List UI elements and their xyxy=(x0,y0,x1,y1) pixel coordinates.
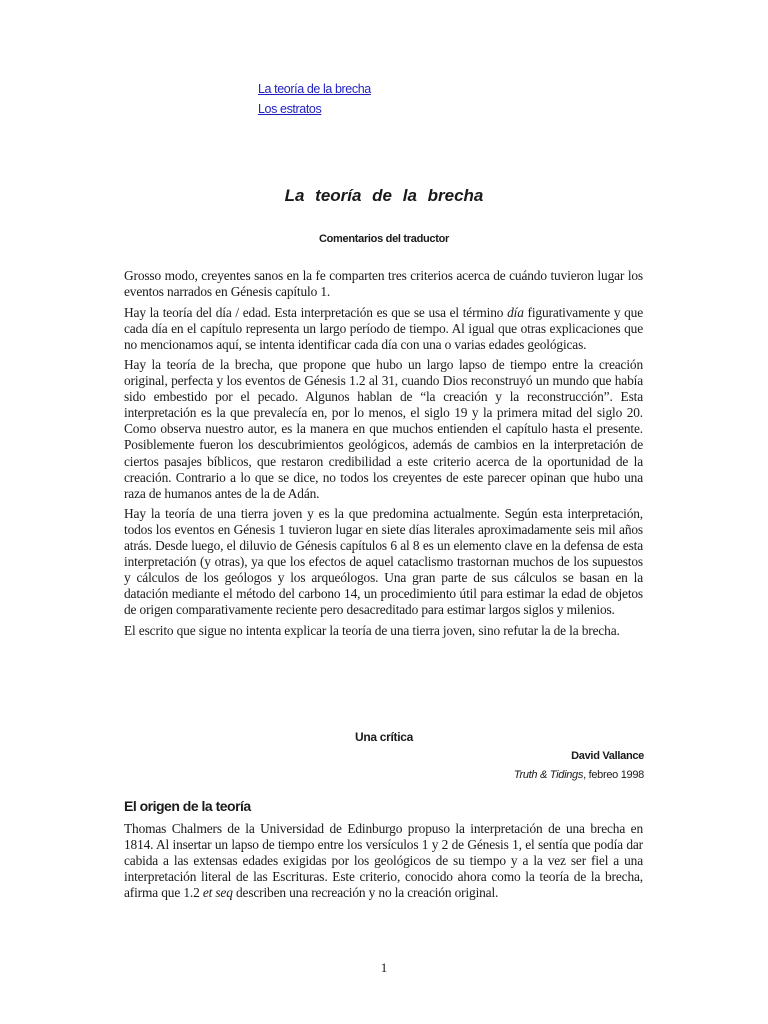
paragraph: Grosso modo, creyentes sanos en la fe comparten tres criterios acerca de cuándo tuvieron lugar los eventos narrados en Génesis capítulo 1. xyxy=(124,268,643,300)
document-subtitle: Comentarios del traductor xyxy=(318,233,450,245)
document-title: La teoría de la brecha xyxy=(284,186,484,205)
paragraph: Hay la teoría de la brecha, que propone que hubo un largo lapso de tiempo entre la creación original, perfecta y los eventos de Génesis 1.2 al 31, cuando Dios reconstruyó un mundo que había sido embestido por el pecado. Algunos hablan de “la creación y la reconstrucción”. Esta interpretación es la que prevalecía en, por lo menos, el siglo 19 y la primera mitad del siglo 20. Como observa nuestro autor, es la manera en que muchos entienden el capítulo hasta el presente. Posiblemente fueron los descubrimientos geológicos, además de cambios en la interpretación de ciertos pasajes bíblicos, que restaron credibilidad a este criterio acerca de la oportunidad de la creación. Contrario a lo que se dice, no todos los creyentes de este parecer opinan que hubo una raza de humanos antes de la de Adán. xyxy=(124,357,643,501)
table-of-contents xyxy=(258,79,371,119)
paragraph-text: describen una recreación y no la creación original. xyxy=(232,885,499,901)
origin-section xyxy=(124,821,643,901)
paragraph xyxy=(124,305,643,353)
emphasis-text: día xyxy=(507,304,524,320)
paragraph: El escrito que sigue no intenta explicar la teoría de una tierra joven, sino refutar la de la brecha. xyxy=(124,622,620,638)
source-citation xyxy=(514,769,644,781)
translator-comments xyxy=(124,268,643,644)
paragraph xyxy=(124,821,643,901)
section-heading: El origen de la teoría xyxy=(124,798,251,814)
paragraph-text: figurativamente y que cada día en el capítulo representa un largo período de tiempo. Al igual que otras explicaciones que no mencionamos aquí, se intenta identificar cada día con una o varias edades geológicas. xyxy=(124,304,644,352)
toc-link-teoria-brecha[interactable]: La teoría de la brecha xyxy=(258,82,371,96)
source-publication: Truth & Tidings xyxy=(513,769,584,781)
author-name: David Vallance xyxy=(571,750,644,762)
paragraph: Hay la teoría de una tierra joven y es la que predomina actualmente. Según esta interpretación, todos los eventos en Génesis 1 tuvieron lugar en siete días literales aproximadamente seis mil años atrás. Desde luego, el diluvio de Génesis capítulos 6 al 8 es un elemento clave en la defensa de esta interpretación (y otras), ya que los efectos de aquel cataclismo trastornan muchos de los supuestos y cálculos de los geólogos y los arqueólogos. Una gran parte de sus cálculos se basan en la datación mediante el método del carbono 14, un procedimiento útil para estimar la edad de objetos de origen comparativamente reciente pero desacreditado para estimar largos siglos y milenios. xyxy=(124,506,643,618)
page-number: 1 xyxy=(380,960,388,975)
emphasis-text: et seq xyxy=(202,885,233,901)
toc-link-estratos[interactable]: Los estratos xyxy=(258,102,322,116)
paragraph-text: Thomas Chalmers de la Universidad de Edinburgo propuso la interpretación de una brecha en 1814. Al insertar un lapso de tiempo entre los versículos 1 y 2 de Génesis 1, el sentía que podía dar cabida a las extensas edades exigidas por los geológicos de su tiempo y a la vez ser fiel a una interpretación literal de las Escrituras. Este criterio, conocido ahora como la teoría de la brecha, afirma que 1.2 xyxy=(124,821,643,901)
source-date: , febreo 1998 xyxy=(583,769,644,781)
paragraph-text: Hay la teoría del día / edad. Esta interpretación es que se usa el término xyxy=(124,304,508,320)
section-title: Una crítica xyxy=(354,730,414,744)
